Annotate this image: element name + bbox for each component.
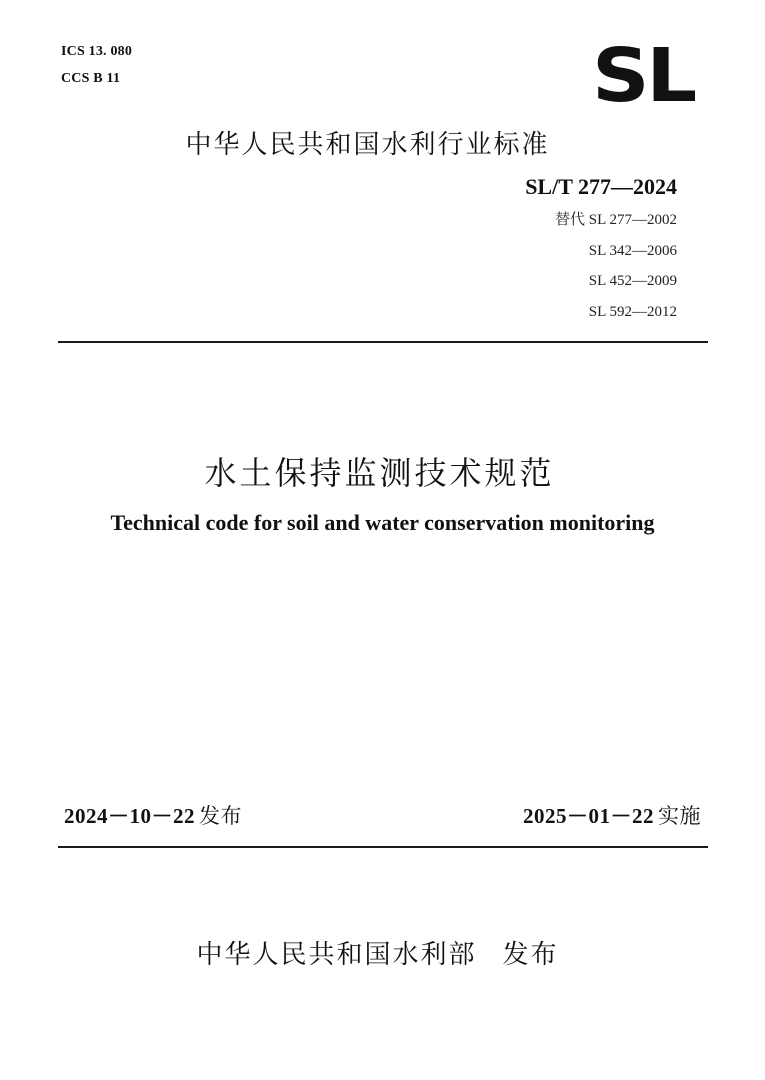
publisher-name: 中华人民共和国水利部 (196, 940, 477, 970)
replaces-prefix: 替代 (555, 210, 586, 228)
replaced-standard-line (555, 204, 677, 236)
issue-date (64, 800, 242, 830)
sl-logo-text: SL (591, 33, 694, 119)
replaced-standard: SL 277—2002 (588, 212, 677, 228)
replaced-standards (555, 204, 677, 327)
implementation-label: 实施 (658, 804, 701, 828)
issue-label: 发布 (199, 804, 242, 828)
english-title: Technical code for soil and water conservation monitoring (110, 510, 655, 535)
top-divider (58, 341, 708, 343)
chinese-title: 水土保持监测技术规范 (204, 454, 555, 492)
ics-code: ICS 13. 080 (61, 44, 133, 59)
ccs-code: CCS B 11 (61, 71, 121, 86)
implementation-date-value: 2025－01－22 (523, 804, 654, 828)
issue-date-value: 2024－10－22 (64, 804, 195, 828)
sl-logo (580, 33, 705, 119)
bottom-divider (58, 846, 708, 848)
replaced-standard: SL 342—2006 (588, 242, 677, 259)
publisher-line (0, 934, 765, 971)
standard-category-title: 中华人民共和国水利行业标准 (185, 130, 550, 160)
replaced-standard: SL 592—2012 (588, 303, 677, 320)
publisher-action: 发布 (502, 940, 559, 970)
standard-number: SL/T 277—2024 (525, 174, 677, 199)
replaced-standard: SL 452—2009 (588, 273, 677, 289)
implementation-date (523, 800, 701, 830)
